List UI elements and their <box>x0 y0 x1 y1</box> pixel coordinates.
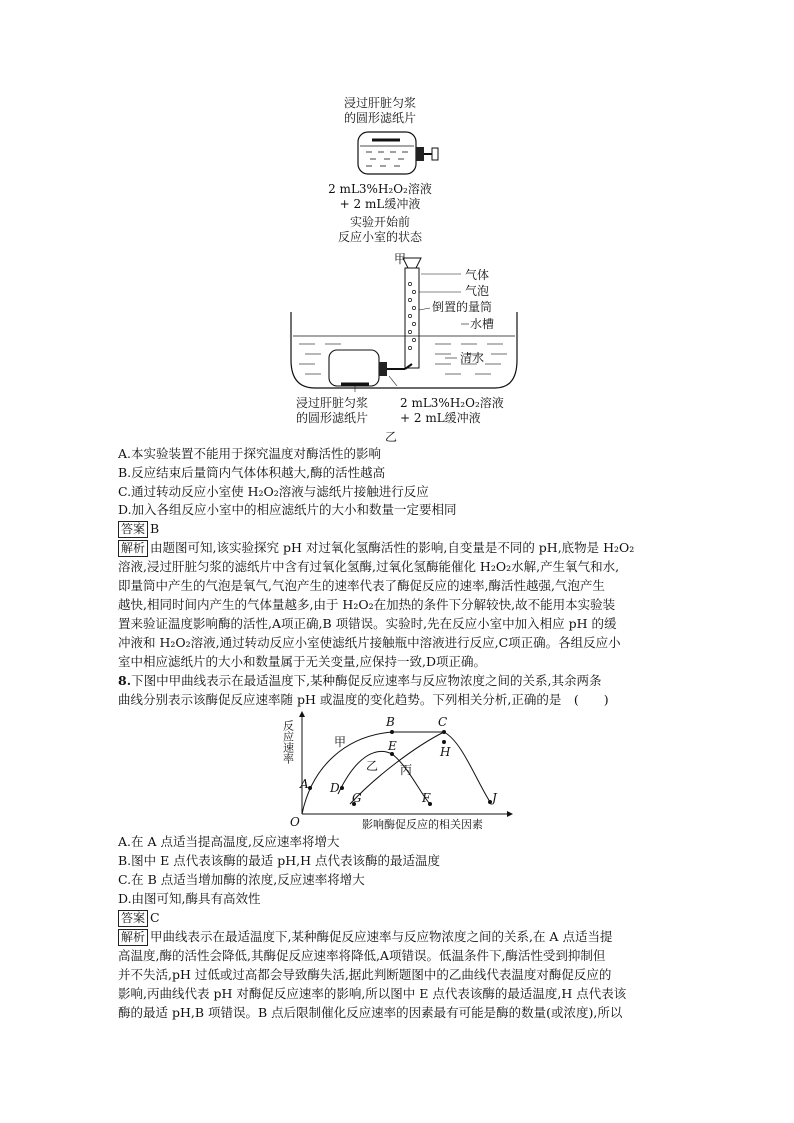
q8-number: 8. <box>118 673 132 688</box>
x-axis-label: 影响酶促反应的相关因素 <box>362 818 483 831</box>
q7-analysis-line: 溶液,浸过肝脏匀浆的滤纸片中含有过氧化氢酶,过氧化氢酶能催化 H₂O₂水解,产生氧气和水, <box>118 559 620 574</box>
label-j: J <box>492 791 497 805</box>
answer-tag: 答案 <box>118 910 148 927</box>
q7-analysis-line: 解析 由题图可知,该实验探究 pH 对过氧化氢酶活性的影响,自变量是不同的 pH,底物是 H₂O₂ <box>118 538 688 557</box>
q8-answer <box>118 908 160 927</box>
answer-value: C <box>150 910 160 925</box>
d2-solution-label: 2 mL3%H₂O₂溶液 + 2 mL缓冲液 <box>400 396 504 425</box>
point-b <box>390 730 394 734</box>
d1-paper-label: 浸过肝脏匀浆 的圆形滤纸片 <box>343 96 416 125</box>
label-d: D <box>330 781 340 795</box>
label-curve-bing: 丙 <box>400 763 413 777</box>
q7-option-b: B.反应结束后量筒内气体体积越大,酶的活性越高 <box>118 465 386 480</box>
d2-paper-label: 浸过肝脏匀浆 的圆形滤纸片 <box>296 396 369 425</box>
q7-answer <box>118 519 159 538</box>
y-axis-label: 反应速率 <box>281 720 295 764</box>
label-c: C <box>438 715 448 729</box>
q8-analysis-line: 解析 甲曲线表示在最适温度下,某种酶促反应速率与反应物浓度之间的关系,在 A 点适当提 <box>118 927 688 946</box>
gas-label: 气体 <box>465 268 490 282</box>
label-g: G <box>352 791 362 805</box>
label-a: A <box>300 777 309 791</box>
q8-stem: 8.下图中甲曲线表示在最适温度下,某种酶促反应速率与反应物浓度之间的关系,其余两条 <box>118 673 602 688</box>
q7-analysis-line: 即量筒中产生的气泡是氧气,气泡产生的速率代表了酶促反应的速率,酶活性越强,气泡产生 <box>118 578 605 593</box>
label-e: E <box>388 739 397 753</box>
q8-analysis-line: 影响,丙曲线代表 pH 对酶促反应速率的影响,所以图中 E 点代表该酶的最适温度,H 点代表该 <box>118 986 627 1001</box>
tank-label: 水槽 <box>470 317 495 331</box>
label-b: B <box>386 715 395 729</box>
reaction-chamber-figure <box>340 128 450 180</box>
q7-option-c: C.通过转动反应小室使 H₂O₂溶液与滤纸片接触进行反应 <box>118 484 429 499</box>
enzyme-rate-graph <box>276 706 526 832</box>
point-d <box>340 786 344 790</box>
label-h: H <box>440 745 451 759</box>
point-h <box>442 740 446 744</box>
apparatus-figure <box>285 252 535 394</box>
q7-analysis-line: 置来验证温度影响酶的活性,A项正确,B 项错误。实验时,先在反应小室中加入相应 pH 的缓 <box>118 616 617 631</box>
point-c <box>442 730 446 734</box>
q7-option-d: D.加入各组反应小室中的相应滤纸片的大小和数量一定要相同 <box>118 502 457 517</box>
answer-tag: 答案 <box>118 521 148 538</box>
q8-analysis-line: 高温度,酶的活性会降低,其酶促反应速率将降低,A项错误。低温条件下,酶活性受到抑制但 <box>118 948 606 963</box>
d1-solution-label: 2 mL3%H₂O₂溶液 + 2 mL缓冲液 <box>328 182 432 211</box>
q7-option-a: A.本实验装置不能用于探究温度对酶活性的影响 <box>118 446 382 461</box>
q8-option-b: B.图中 E 点代表该酶的最适 pH,H 点代表该酶的最适温度 <box>118 853 440 868</box>
q8-analysis-line: 酶的最适 pH,B 项错误。B 点后限制催化反应速率的因素最有可能是酶的数量(或浓度),所以 <box>118 1005 623 1020</box>
label-curve-yi: 乙 <box>366 759 379 773</box>
label-f: F <box>422 791 431 805</box>
yi-label: 乙 <box>385 430 398 444</box>
cylinder-label: 倒置的量筒 <box>432 300 493 314</box>
answer-value: B <box>150 521 160 536</box>
analysis-tag: 解析 <box>118 929 148 946</box>
bubble-label: 气泡 <box>465 284 490 298</box>
q8-stem-2: 曲线分别表示该酶促反应速率随 pH 或温度的变化趋势。下列相关分析,正确的是 ( ) <box>118 692 609 707</box>
q8-option-c: C.在 B 点适当增加酶的浓度,反应速率将增大 <box>118 872 365 887</box>
q7-analysis-line: 冲液和 H₂O₂溶液,通过转动反应小室使滤纸片接触瓶中溶液进行反应,C项正确。各组反应小 <box>118 635 621 650</box>
q8-option-a: A.在 A 点适当提高温度,反应速率将增大 <box>118 834 340 849</box>
label-origin: O <box>290 815 300 829</box>
jia-label: 甲 <box>394 252 407 266</box>
q8-analysis-line: 并不失活,pH 过低或过高都会导致酶失活,据此判断题图中的乙曲线代表温度对酶促反应的 <box>118 967 612 982</box>
analysis-tag: 解析 <box>118 540 148 557</box>
label-curve-jia: 甲 <box>334 735 347 749</box>
q7-analysis-line: 越快,相同时间内产生的气体量越多,由于 H₂O₂在加热的条件下分解较快,故不能用本实验装 <box>118 597 616 612</box>
q8-option-d: D.由图可知,酶具有高效性 <box>118 891 261 906</box>
q7-analysis-line: 室中相应滤纸片的大小和数量属于无关变量,应保持一致,D项正确。 <box>118 654 486 669</box>
water-label: 清水 <box>460 351 485 365</box>
d1-caption: 实验开始前 反应小室的状态 <box>337 215 422 244</box>
